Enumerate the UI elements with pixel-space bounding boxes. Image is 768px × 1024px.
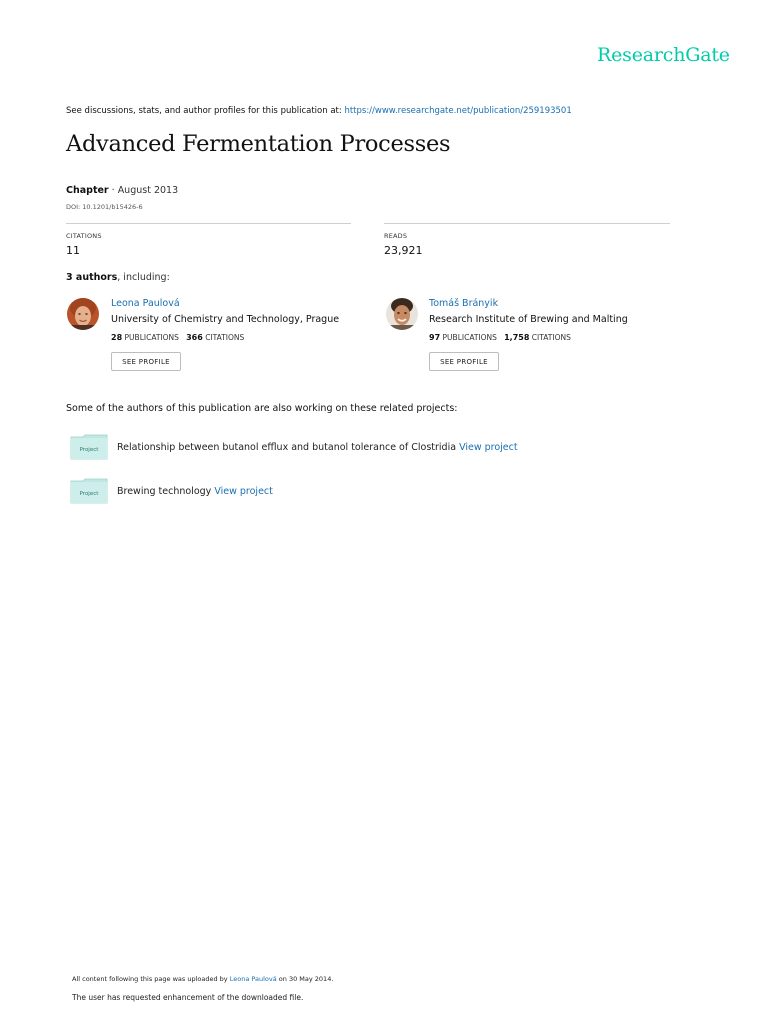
author-citations-label: CITATIONS (531, 333, 571, 342)
author-avatar[interactable] (386, 298, 418, 330)
project-item (117, 486, 273, 497)
upload-note (72, 975, 333, 983)
author-publications-count: 28 (111, 333, 123, 342)
reads-label: READS (384, 232, 408, 240)
author-stats (429, 333, 571, 342)
discussion-prefix: See discussions, stats, and author profiles for this publication at: (66, 106, 345, 116)
publication-type: Chapter (66, 185, 109, 196)
project-name: Brewing technology (117, 486, 212, 497)
view-project-link[interactable]: View project (214, 486, 273, 497)
author-publications-count: 97 (429, 333, 441, 342)
author-citations-count: 1,758 (504, 333, 530, 342)
project-icon-label: Project (79, 447, 99, 453)
author-institution: Research Institute of Brewing and Malting (429, 314, 628, 325)
author-photo-icon (386, 298, 418, 330)
meta-separator: · (108, 185, 118, 196)
view-project-link[interactable]: View project (459, 442, 518, 453)
researchgate-logo[interactable]: ResearchGate (597, 44, 730, 66)
citations-count: 11 (66, 244, 80, 257)
author-name-link[interactable]: Leona Paulová (111, 298, 180, 309)
project-icon-label: Project (79, 491, 99, 497)
page-title: Advanced Fermentation Processes (66, 131, 451, 157)
author-avatar[interactable] (67, 298, 99, 330)
authors-heading-suffix: , including: (117, 272, 170, 283)
reads-divider (384, 223, 670, 224)
authors-count: 3 authors (66, 272, 118, 283)
publication-url-link[interactable]: https://www.researchgate.net/publication/259193501 (344, 106, 572, 116)
publication-meta (66, 185, 178, 196)
publication-date: August 2013 (117, 185, 179, 196)
project-folder-icon (70, 478, 108, 504)
author-photo-icon (67, 298, 99, 330)
citations-divider (66, 223, 351, 224)
see-profile-button[interactable]: SEE PROFILE (111, 352, 181, 371)
author-stats (111, 333, 244, 342)
author-citations-label: CITATIONS (205, 333, 245, 342)
discussion-line (66, 106, 572, 116)
project-name: Relationship between butanol efflux and butanol tolerance of Clostridia (117, 442, 457, 453)
publication-doi: DOI: 10.1201/b15426-6 (66, 203, 143, 211)
author-citations-count: 366 (186, 333, 203, 342)
authors-heading (66, 272, 170, 283)
upload-suffix: on 30 May 2014. (276, 975, 334, 983)
enhancement-note: The user has requested enhancement of the downloaded file. (72, 993, 304, 1002)
author-publications-label: PUBLICATIONS (124, 333, 179, 342)
upload-prefix: All content following this page was uploaded by (72, 975, 230, 983)
citations-label: CITATIONS (66, 232, 102, 240)
author-name-link[interactable]: Tomáš Brányik (429, 298, 499, 309)
project-icon[interactable] (70, 478, 108, 504)
author-institution: University of Chemistry and Technology, Prague (111, 314, 340, 325)
author-publications-label: PUBLICATIONS (442, 333, 497, 342)
reads-count: 23,921 (384, 244, 423, 257)
uploader-link[interactable]: Leona Paulová (229, 975, 277, 983)
project-folder-icon (70, 434, 108, 460)
related-projects-heading: Some of the authors of this publication are also working on these related projects: (66, 403, 458, 414)
project-icon[interactable] (70, 434, 108, 460)
project-item (117, 442, 518, 453)
see-profile-button[interactable]: SEE PROFILE (429, 352, 499, 371)
